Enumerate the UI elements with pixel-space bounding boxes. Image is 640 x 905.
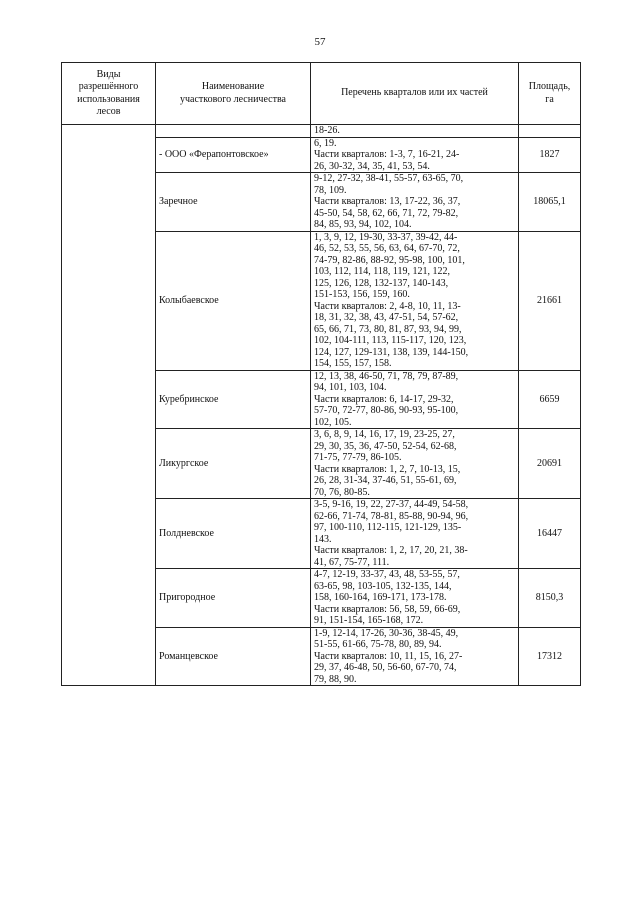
header-usage-types: Виды разрешённого использования лесов bbox=[62, 63, 156, 125]
quarters-cell bbox=[311, 627, 519, 686]
forestry-name-cell: Полдневское bbox=[156, 499, 311, 569]
area-cell bbox=[519, 125, 581, 138]
header-quarters-list: Перечень кварталов или их частей bbox=[311, 63, 519, 125]
quarters-cell bbox=[311, 125, 519, 138]
quarters-line: 97, 100-110, 112-115, 121-129, 135- bbox=[314, 522, 462, 533]
quarters-line: 3, 6, 8, 9, 14, 16, 17, 19, 23-25, 27, bbox=[314, 429, 455, 440]
quarters-line: 18, 31, 32, 38, 43, 47-51, 54, 57-62, bbox=[314, 312, 459, 323]
quarters-line: Части кварталов: 10, 11, 15, 16, 27- bbox=[314, 650, 463, 662]
quarters-line: 94, 101, 103, 104. bbox=[314, 382, 387, 393]
area-cell: 17312 bbox=[519, 627, 581, 686]
quarters-line: 78, 109. bbox=[314, 184, 347, 196]
quarters-line: 70, 76, 80-85. bbox=[314, 486, 370, 498]
quarters-line: 79, 88, 90. bbox=[314, 673, 357, 685]
area-cell: 1827 bbox=[519, 137, 581, 173]
quarters-line: 84, 85, 93, 94, 102, 104. bbox=[314, 219, 412, 230]
header-forestry-name: Наименование участкового лесничества bbox=[156, 63, 311, 125]
quarters-line: 71-75, 77-79, 86-105. bbox=[314, 452, 402, 463]
forest-quarters-table bbox=[61, 62, 581, 686]
quarters-cell bbox=[311, 499, 519, 569]
quarters-line: 57-70, 72-77, 80-86, 90-93, 95-100, bbox=[314, 405, 459, 416]
area-cell: 8150,3 bbox=[519, 569, 581, 628]
quarters-line: 103, 112, 114, 118, 119, 121, 122, bbox=[314, 266, 451, 277]
forestry-name-cell: Ликургское bbox=[156, 429, 311, 499]
quarters-line: 102, 104-111, 113, 115-117, 120, 123, bbox=[314, 335, 467, 346]
quarters-line: 63-65, 98, 103-105, 132-135, 144, bbox=[314, 580, 452, 592]
forestry-name-cell: Романцевское bbox=[156, 627, 311, 686]
quarters-line: 65, 66, 71, 73, 80, 81, 87, 93, 94, 99, bbox=[314, 323, 462, 335]
quarters-line: 41, 67, 75-77, 111. bbox=[314, 556, 390, 568]
table-header-row bbox=[62, 63, 581, 125]
quarters-line: 62-66, 71-74, 78-81, 85-88, 90-94, 96, bbox=[314, 510, 469, 522]
quarters-line: 29, 37, 46-48, 50, 56-60, 67-70, 74, bbox=[314, 662, 457, 673]
quarters-line: 12, 13, 38, 46-50, 71, 78, 79, 87-89, bbox=[314, 370, 459, 382]
quarters-line: Части кварталов: 56, 58, 59, 66-69, bbox=[314, 603, 461, 615]
header-area: Площадь, га bbox=[519, 63, 581, 125]
quarters-line: 124, 127, 129-131, 138, 139, 144-150, bbox=[314, 346, 469, 358]
quarters-line: Части кварталов: 2, 4-8, 10, 11, 13- bbox=[314, 300, 461, 312]
forestry-name-cell: Куребринское bbox=[156, 370, 311, 429]
area-cell: 16447 bbox=[519, 499, 581, 569]
area-cell: 21661 bbox=[519, 231, 581, 370]
area-cell: 20691 bbox=[519, 429, 581, 499]
page-number: 57 bbox=[314, 36, 326, 48]
quarters-line: 26, 28, 31-34, 37-46, 51, 55-61, 69, bbox=[314, 475, 457, 486]
quarters-line: 29, 30, 35, 36, 47-50, 52-54, 62-68, bbox=[314, 440, 457, 452]
quarters-line: 3-5, 9-16, 19, 22, 27-37, 44-49, 54-58, bbox=[314, 499, 469, 510]
quarters-line: 74-79, 82-86, 88-92, 95-98, 100, 101, bbox=[314, 254, 465, 266]
quarters-line: 51-55, 61-66, 75-78, 80, 89, 94. bbox=[314, 639, 442, 650]
quarters-line: 143. bbox=[314, 533, 332, 545]
quarters-line: Части кварталов: 1, 2, 17, 20, 21, 38- bbox=[314, 545, 468, 556]
quarters-line: 4-7, 12-19, 33-37, 43, 48, 53-55, 57, bbox=[314, 569, 460, 580]
quarters-line: 1, 3, 9, 12, 19-30, 33-37, 39-42, 44- bbox=[314, 231, 458, 243]
quarters-line: 1-9, 12-14, 17-26, 30-36, 38-45, 49, bbox=[314, 627, 459, 639]
quarters-line: 151-153, 156, 159, 160. bbox=[314, 289, 410, 300]
quarters-line: 125, 126, 128, 132-137, 140-143, bbox=[314, 277, 449, 289]
forestry-name-cell bbox=[156, 125, 311, 138]
quarters-line: Части кварталов: 13, 17-22, 36, 37, bbox=[314, 196, 461, 207]
quarters-cell bbox=[311, 173, 519, 232]
quarters-cell bbox=[311, 231, 519, 370]
area-cell: 6659 bbox=[519, 370, 581, 429]
table-body bbox=[62, 125, 581, 686]
quarters-line: Части кварталов: 6, 14-17, 29-32, bbox=[314, 393, 454, 405]
quarters-cell bbox=[311, 137, 519, 173]
quarters-line: 6, 19. bbox=[314, 137, 337, 149]
usage-type-cell bbox=[62, 125, 156, 686]
quarters-line: 26, 30-32, 34, 35, 41, 53, 54. bbox=[314, 160, 430, 172]
quarters-cell bbox=[311, 370, 519, 429]
quarters-line: 91, 151-154, 165-168, 172. bbox=[314, 615, 424, 626]
quarters-line: 45-50, 54, 58, 62, 66, 71, 72, 79-82, bbox=[314, 207, 459, 219]
quarters-cell bbox=[311, 429, 519, 499]
quarters-line: 102, 105. bbox=[314, 416, 352, 428]
quarters-line: 158, 160-164, 169-171, 173-178. bbox=[314, 592, 447, 603]
forestry-name-cell: Колыбаевское bbox=[156, 231, 311, 370]
forestry-name-cell: - ООО «Ферапонтовское» bbox=[156, 137, 311, 173]
forestry-name-cell: Заречное bbox=[156, 173, 311, 232]
quarters-line: 9-12, 27-32, 38-41, 55-57, 63-65, 70, bbox=[314, 173, 464, 184]
quarters-line: Части кварталов: 1, 2, 7, 10-13, 15, bbox=[314, 463, 461, 475]
table-row bbox=[62, 125, 581, 138]
quarters-line: 46, 52, 53, 55, 56, 63, 64, 67-70, 72, bbox=[314, 243, 460, 254]
quarters-line: Части кварталов: 1-3, 7, 16-21, 24- bbox=[314, 149, 460, 160]
area-cell: 18065,1 bbox=[519, 173, 581, 232]
quarters-line: 18-26. bbox=[314, 125, 340, 136]
quarters-cell bbox=[311, 569, 519, 628]
forestry-name-cell: Пригородное bbox=[156, 569, 311, 628]
quarters-line: 154, 155, 157, 158. bbox=[314, 358, 392, 369]
